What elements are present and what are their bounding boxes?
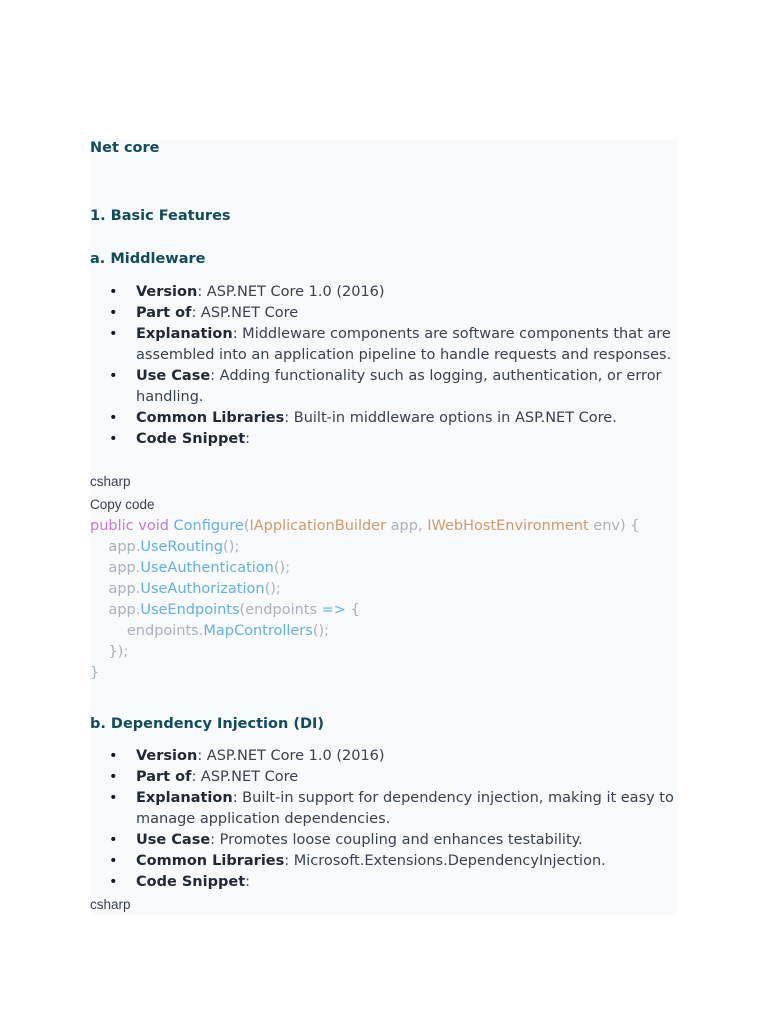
code-function: UseAuthorization xyxy=(140,581,265,597)
code-text: endpoints. xyxy=(90,623,204,639)
item-text: : Built-in middleware options in ASP.NET Core. xyxy=(284,410,617,426)
document-title: Net core xyxy=(90,140,160,156)
item-text: : ASP.NET Core 1.0 (2016) xyxy=(197,284,385,300)
item-label: Use Case xyxy=(136,832,211,848)
item-label: Part of xyxy=(136,769,192,785)
document-page xyxy=(90,139,678,915)
item-label: Code Snippet xyxy=(136,431,246,447)
bullet-icon: • xyxy=(109,431,118,447)
bullet-icon: • xyxy=(109,410,118,426)
list-item xyxy=(90,851,678,872)
item-label: Version xyxy=(136,284,198,300)
bullet-icon: • xyxy=(109,832,118,848)
item-label: Use Case xyxy=(136,368,211,384)
bullet-icon: • xyxy=(109,853,118,869)
bullet-icon: • xyxy=(109,305,118,321)
item-text: : xyxy=(245,874,251,890)
list-item xyxy=(90,767,678,788)
list-item xyxy=(90,788,678,830)
item-text: : Microsoft.Extensions.DependencyInjection. xyxy=(284,853,606,869)
item-label: Common Libraries xyxy=(136,853,285,869)
code-keyword: public void xyxy=(90,518,169,534)
list-item xyxy=(90,746,678,767)
item-label: Part of xyxy=(136,305,192,321)
section-heading-basic-features: 1. Basic Features xyxy=(90,208,231,224)
heading-middleware: a. Middleware xyxy=(90,251,206,267)
list-item xyxy=(90,830,678,851)
copy-code-button[interactable]: Copy code xyxy=(90,497,155,512)
heading-dependency-injection: b. Dependency Injection (DI) xyxy=(90,716,325,732)
bullet-icon: • xyxy=(109,790,118,806)
code-function: MapControllers xyxy=(203,623,313,639)
bullet-icon: • xyxy=(109,284,118,300)
code-text: (); xyxy=(273,560,291,576)
bullet-icon: • xyxy=(109,874,118,890)
bullet-icon: • xyxy=(109,368,118,384)
list-item xyxy=(90,366,678,408)
list-item xyxy=(90,408,678,429)
bullet-icon: • xyxy=(109,769,118,785)
item-text: : ASP.NET Core 1.0 (2016) xyxy=(197,748,385,764)
code-text: app, xyxy=(386,518,428,534)
item-text: : ASP.NET Core xyxy=(191,769,299,785)
code-text: app. xyxy=(90,539,141,555)
code-function: UseEndpoints xyxy=(140,602,240,618)
item-text: : xyxy=(245,431,251,447)
code-text: app. xyxy=(90,602,141,618)
item-text: : ASP.NET Core xyxy=(191,305,299,321)
code-language-label: csharp xyxy=(90,474,131,489)
code-type: IWebHostEnvironment xyxy=(427,518,589,534)
item-text: : Promotes loose coupling and enhances testability. xyxy=(210,832,583,848)
code-text: }); xyxy=(90,644,129,660)
item-label: Code Snippet xyxy=(136,874,246,890)
code-function: Configure xyxy=(173,518,244,534)
code-text: { xyxy=(345,602,360,618)
di-list xyxy=(90,746,678,893)
code-function: UseAuthentication xyxy=(140,560,274,576)
code-text: (); xyxy=(264,581,281,597)
item-label: Explanation xyxy=(136,790,233,806)
item-label: Explanation xyxy=(136,326,233,342)
item-text: : Built-in support for dependency injection, making it easy to manage application dependencies. xyxy=(136,790,674,827)
item-text: : Adding functionality such as logging, authentication, or error handling. xyxy=(136,368,662,405)
code-block xyxy=(90,516,639,684)
middleware-list xyxy=(90,282,678,450)
code-arrow: => xyxy=(321,602,346,618)
code-text: (); xyxy=(312,623,330,639)
code-text: app. xyxy=(90,560,141,576)
code-text: } xyxy=(90,665,100,681)
code-function: UseRouting xyxy=(140,539,224,555)
code-text: ( xyxy=(243,518,250,534)
list-item xyxy=(90,282,678,303)
code-text: env) { xyxy=(588,518,640,534)
item-text: : Middleware components are software components that are assembled into an application pipeline to handle requests and responses. xyxy=(136,326,672,363)
list-item xyxy=(90,429,678,450)
item-label: Version xyxy=(136,748,198,764)
code-language-label: csharp xyxy=(90,897,131,912)
code-type: IApplicationBuilder xyxy=(249,518,387,534)
code-text: app. xyxy=(90,581,141,597)
list-item xyxy=(90,872,678,893)
code-text: (); xyxy=(223,539,240,555)
item-label: Common Libraries xyxy=(136,410,285,426)
bullet-icon: • xyxy=(109,326,118,342)
list-item xyxy=(90,324,678,366)
code-text: (endpoints xyxy=(239,602,322,618)
bullet-icon: • xyxy=(109,748,118,764)
list-item xyxy=(90,303,678,324)
